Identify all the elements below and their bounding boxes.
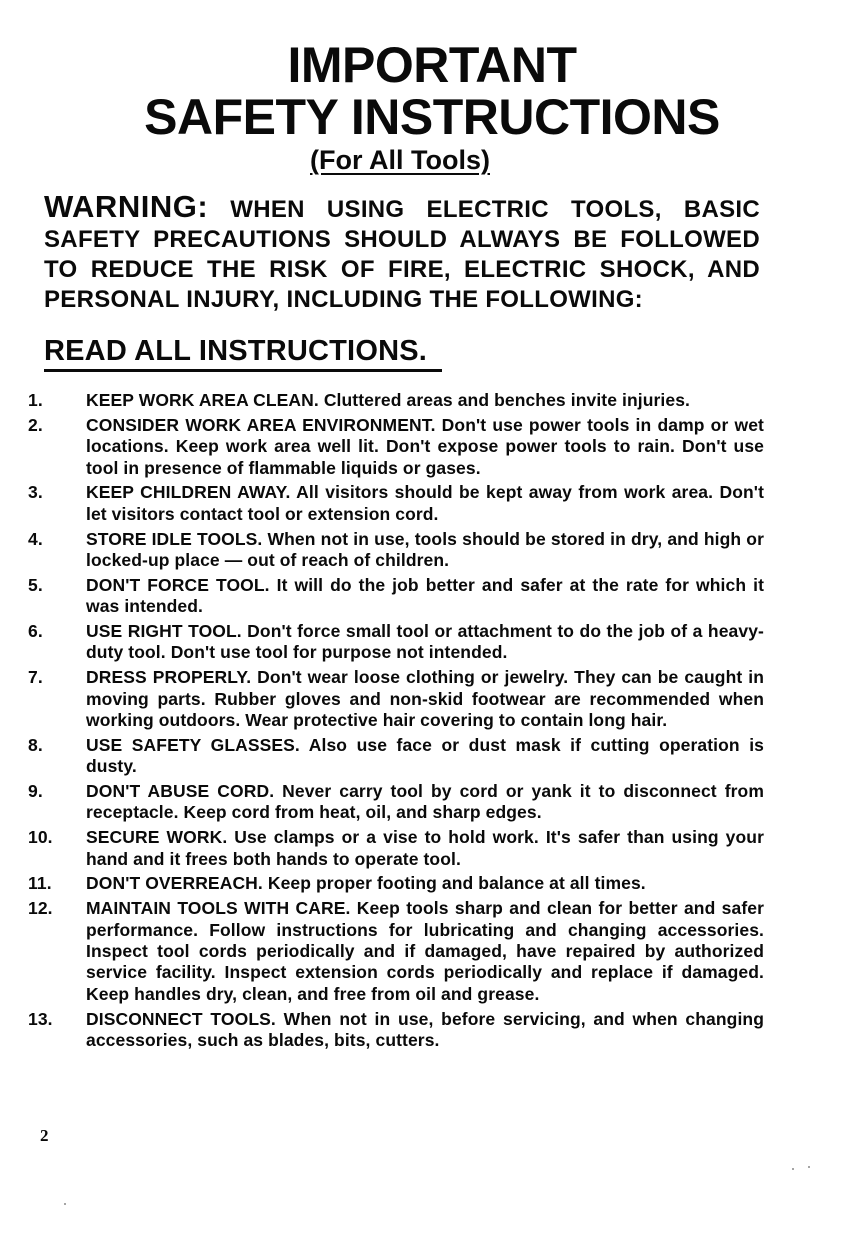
item-number: 3. xyxy=(28,482,43,503)
list-item xyxy=(28,898,764,1005)
item-number: 9. xyxy=(28,781,43,802)
item-number: 4. xyxy=(28,528,43,549)
list-item xyxy=(28,735,764,778)
list-item xyxy=(28,621,764,664)
list-item xyxy=(28,482,764,525)
item-text: DRESS PROPERLY. Don't wear loose clothing or jewelry. They can be caught in moving parts. Rubber gloves and non-skid footwear are recommended when working outdoors. Wear protective hair covering to contain long hair. xyxy=(86,667,764,731)
item-text: SECURE WORK. Use clamps or a vise to hold work. It's safer than using your hand and it frees both hands to operate tool. xyxy=(86,827,764,869)
instruction-list xyxy=(28,390,764,1055)
item-number: 11. xyxy=(28,873,52,894)
list-item xyxy=(28,529,764,572)
item-text: DON'T ABUSE CORD. Never carry tool by cord or yank it to disconnect from receptacle. Keep cord from heat, oil, and sharp edges. xyxy=(86,781,764,823)
item-text: CONSIDER WORK AREA ENVIRONMENT. Don't use power tools in damp or wet locations. Keep work area well lit. Don't expose power tools to rain. Don't use tool in presence of flammable liquids or gases. xyxy=(86,414,764,478)
item-number: 10. xyxy=(28,827,53,848)
item-number: 5. xyxy=(28,574,43,595)
scan-speck xyxy=(808,1166,810,1168)
item-text: USE SAFETY GLASSES. Also use face or dust mask if cutting operation is dusty. xyxy=(86,734,764,777)
page-number: 2 xyxy=(40,1126,49,1145)
item-text: USE RIGHT TOOL. Don't force small tool or attachment to do the job of a heavy-duty tool. Don't use tool for purpose not intended. xyxy=(86,621,764,663)
list-item xyxy=(28,827,764,870)
warning-text: WHEN USING ELECTRIC TOOLS, BASIC SAFETY PRECAUTIONS SHOULD ALWAYS BE FOLLOWED TO REDUCE THE RISK OF FIRE, ELECTRIC SHOCK, AND PERSONAL INJURY, INCLUDING THE FOLLOWING: xyxy=(44,196,760,313)
warning-label: WARNING: xyxy=(44,189,209,224)
list-item xyxy=(28,781,764,824)
subtitle xyxy=(0,144,800,176)
item-number: 1. xyxy=(28,390,43,410)
list-item xyxy=(28,575,764,618)
scan-speck xyxy=(792,1168,794,1170)
title-line-2: SAFETY INSTRUCTIONS xyxy=(144,89,720,145)
item-text: DON'T FORCE TOOL. It will do the job better and safer at the rate for which it was intended. xyxy=(86,574,764,617)
heading-underline xyxy=(44,369,442,372)
item-number: 12. xyxy=(28,898,53,919)
read-all-heading: READ ALL INSTRUCTIONS. xyxy=(44,335,428,367)
list-item xyxy=(28,873,764,894)
item-number: 7. xyxy=(28,667,43,688)
item-text: KEEP WORK AREA CLEAN. Cluttered areas and benches invite injuries. xyxy=(86,390,691,410)
list-item xyxy=(28,667,764,731)
item-number: 6. xyxy=(28,621,43,642)
item-text: DISCONNECT TOOLS. When not in use, before servicing, and when changing accessories, such as blades, bits, cutters. xyxy=(86,1008,764,1051)
list-item xyxy=(28,415,764,479)
scan-speck xyxy=(64,1203,66,1205)
list-item xyxy=(28,1009,764,1052)
list-item xyxy=(28,390,764,411)
item-text: DON'T OVERREACH. Keep proper footing and balance at all times. xyxy=(86,873,646,894)
title-line-1: IMPORTANT xyxy=(287,37,577,93)
item-number: 2. xyxy=(28,414,43,435)
item-number: 13. xyxy=(28,1008,53,1029)
item-text: KEEP CHILDREN AWAY. All visitors should be kept away from work area. Don't let visitors contact tool or extension cord. xyxy=(86,482,764,524)
warning-paragraph xyxy=(44,189,760,315)
item-number: 8. xyxy=(28,734,43,755)
subtitle-text: (For All Tools) xyxy=(310,145,490,175)
item-text: MAINTAIN TOOLS WITH CARE. Keep tools sharp and clean for better and safer performance. Follow instructions for lubricating and changing accessories. Inspect tool cords periodically and if damaged, have repaired by authorized service facility. Inspect extension cords periodically and replace if damaged. Keep handles dry, clean, and free from oil and grease. xyxy=(86,898,764,1004)
item-text: STORE IDLE TOOLS. When not in use, tools should be stored in dry, and high or locked-up place — out of reach of children. xyxy=(86,528,764,571)
